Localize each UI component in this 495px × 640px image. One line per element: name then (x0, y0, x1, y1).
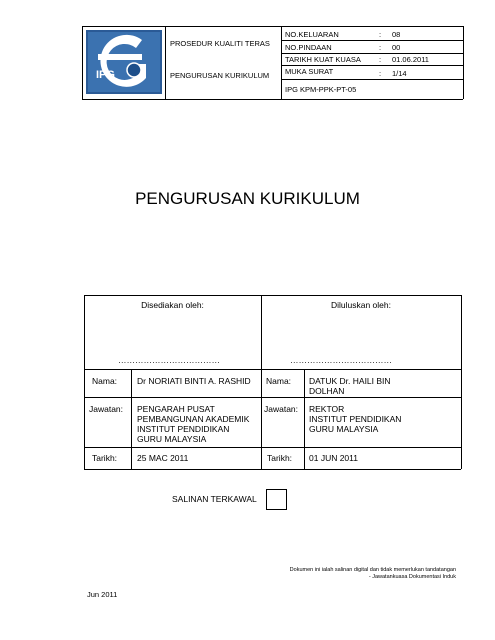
footer-date: Jun 2011 (87, 590, 118, 599)
prepared-by-label: Disediakan oleh: (141, 300, 204, 310)
row-no-keluaran-value: 08 (392, 30, 401, 39)
header-procedure-name: PENGURUSAN KURIKULUM (170, 71, 270, 80)
header-procedure-type: PROSEDUR KUALITI TERAS (170, 39, 270, 48)
row-no-pindaan-sep: : (379, 43, 382, 52)
row-no-pindaan-value: 00 (392, 43, 401, 52)
left-position-value: PENGARAH PUSAT PEMBANGUNAN AKADEMIK INSTITUT PENDIDIKAN GURU MALAYSIA (137, 404, 250, 444)
left-date-value: 25 MAC 2011 (137, 453, 189, 463)
row-tarikh-value: 01.06.2011 (392, 55, 429, 64)
right-name-label: Nama: (266, 376, 292, 386)
left-name-label: Nama: (92, 376, 118, 386)
row-muka-surat-value: 1/14 (392, 69, 407, 78)
row-no-pindaan-label: NO.PINDAAN (285, 43, 332, 52)
approved-by-label: Diluluskan oleh: (330, 300, 391, 310)
left-date-label: Tarikh: (92, 453, 118, 463)
digital-copy-note: Dokumen ini ialah salinan digital dan tidak memerlukan tandatangan - Jawatankuasa Dokumentasi Induk (289, 567, 456, 580)
right-position-label: Jawatan: (264, 404, 299, 414)
row-muka-surat-label: MUKA SURAT (285, 67, 334, 76)
right-name-value: DATUK Dr. HAILI BIN DOLHAN (309, 376, 391, 396)
row-no-keluaran-sep: : (379, 30, 382, 39)
row-tarikh-sep: : (379, 55, 382, 64)
right-position-value: REKTOR INSTITUT PENDIDIKAN GURU MALAYSIA (309, 404, 402, 434)
page-title: PENGURUSAN KURIKULUM (135, 189, 360, 208)
controlled-copy-label: SALINAN TERKAWAL (172, 494, 257, 504)
ipg-logo (86, 30, 162, 94)
logo-text: IPG (96, 69, 115, 81)
row-no-keluaran-label: NO.KELUARAN (285, 30, 339, 39)
right-date-label: Tarikh: (267, 453, 293, 463)
document-code: IPG KPM-PPK-PT-05 (285, 85, 357, 94)
prepared-signature-line: ……………………………… (118, 355, 220, 365)
row-tarikh-label: TARIKH KUAT KUASA (285, 55, 361, 64)
left-name-value: Dr NORIATI BINTI A. RASHID (137, 376, 251, 386)
row-muka-surat-sep: : (379, 69, 382, 78)
approved-signature-line: ……………………………… (290, 355, 392, 365)
controlled-copy-checkbox[interactable] (266, 489, 287, 510)
right-date-value: 01 JUN 2011 (309, 453, 358, 463)
left-position-label: Jawatan: (89, 404, 124, 414)
